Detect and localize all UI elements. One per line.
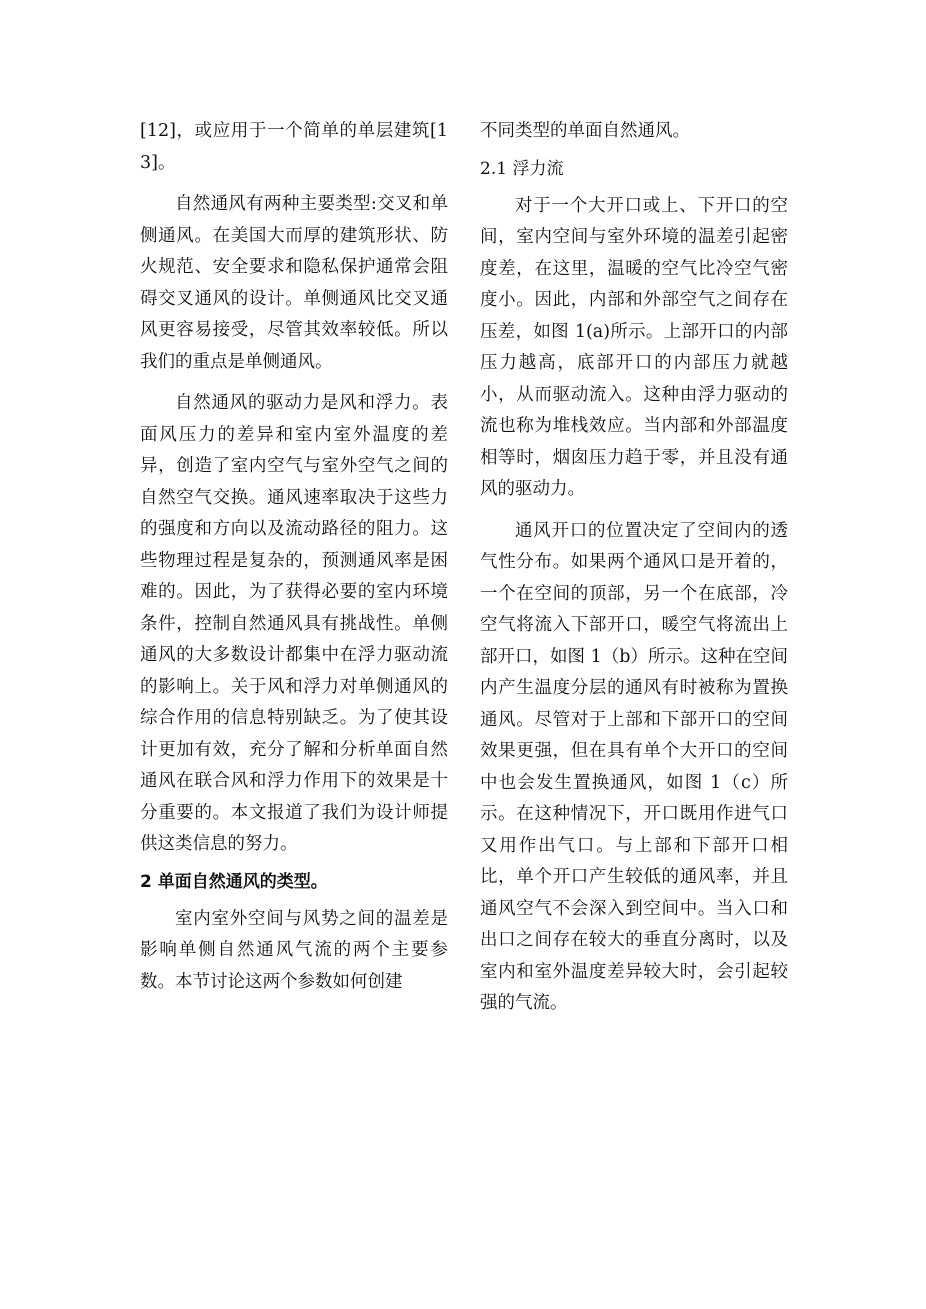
right-column [480,116,788,1030]
right-paragraph-1: 不同类型的单面自然通风。 [480,121,690,141]
right-paragraph-2: 对于一个大开口或上、下开口的空间，室内空间与室外环境的温差引起密度差，在这里，温暖的空气比冷空气密度小。因此，内部和外部空气之间存在压差，如图 1(a)所示。上部开口的内部压力越高，底部开口的内部压力就越小，从而驱动流入。这种由浮力驱动的流也称为堆栈效应。当内部和外部温度相等时，烟囱压力趋于零，并且没有通风的驱动力。 [480,195,788,499]
left-paragraph-4: 室内室外空间与风势之间的温差是影响单侧自然通风气流的两个主要参数。本节讨论这两个参数如何创建 [140,908,448,992]
left-paragraph-1: [12]，或应用于一个简单的单层建筑[13]。 [140,121,448,173]
left-paragraph-3: 自然通风的驱动力是风和浮力。表面风压力的差异和室内室外温度的差异，创造了室内空气与室外空气之间的自然空气交换。通风速率取决于这些力的强度和方向以及流动路径的阻力。这些物理过程是复杂的，预测通风率是困难的。因此，为了获得必要的室内环境条件，控制自然通风具有挑战性。单侧通风的大多数设计都集中在浮力驱动流的影响上。关于风和浮力对单侧通风的综合作用的信息特别缺乏。为了使其设计更加有效，充分了解和分析单面自然通风在联合风和浮力作用下的效果是十分重要的。本文报道了我们为设计师提供这类信息的努力。 [140,393,448,854]
left-paragraph-2: 自然通风有两种主要类型:交叉和单侧通风。在美国大而厚的建筑形状、防火规范、安全要求和隐私保护通常会阻碍交叉通风的设计。单侧通风比交叉通风更容易接受，尽管其效率较低。所以我们的重点是单侧通风。 [140,194,448,372]
section-heading-2: 2 单面自然通风的类型。 [140,871,328,892]
right-paragraph-3: 通风开口的位置决定了空间内的透气性分布。如果两个通风口是开着的，一个在空间的顶部，另一个在底部，冷空气将流入下部开口，暖空气将流出上部开口，如图 1（b）所示。这种在空间内产生温度分层的通风有时被称为置换通风。尽管对于上部和下部开口的空间效果更强，但在具有单个大开口的空间中也会发生置换通风，如图 1（c）所示。在这种情况下，开口既用作进气口又用作出气口。与上部和下部开口相比，单个开口产生较低的通风率，并且通风空气不会深入到空间中。当入口和出口之间存在较大的垂直分离时，以及室内和室外温度差异较大时，会引起较强的气流。 [480,520,788,1013]
subsection-heading-2-1: 2.1 浮力流 [480,158,564,179]
left-column [140,116,448,1008]
